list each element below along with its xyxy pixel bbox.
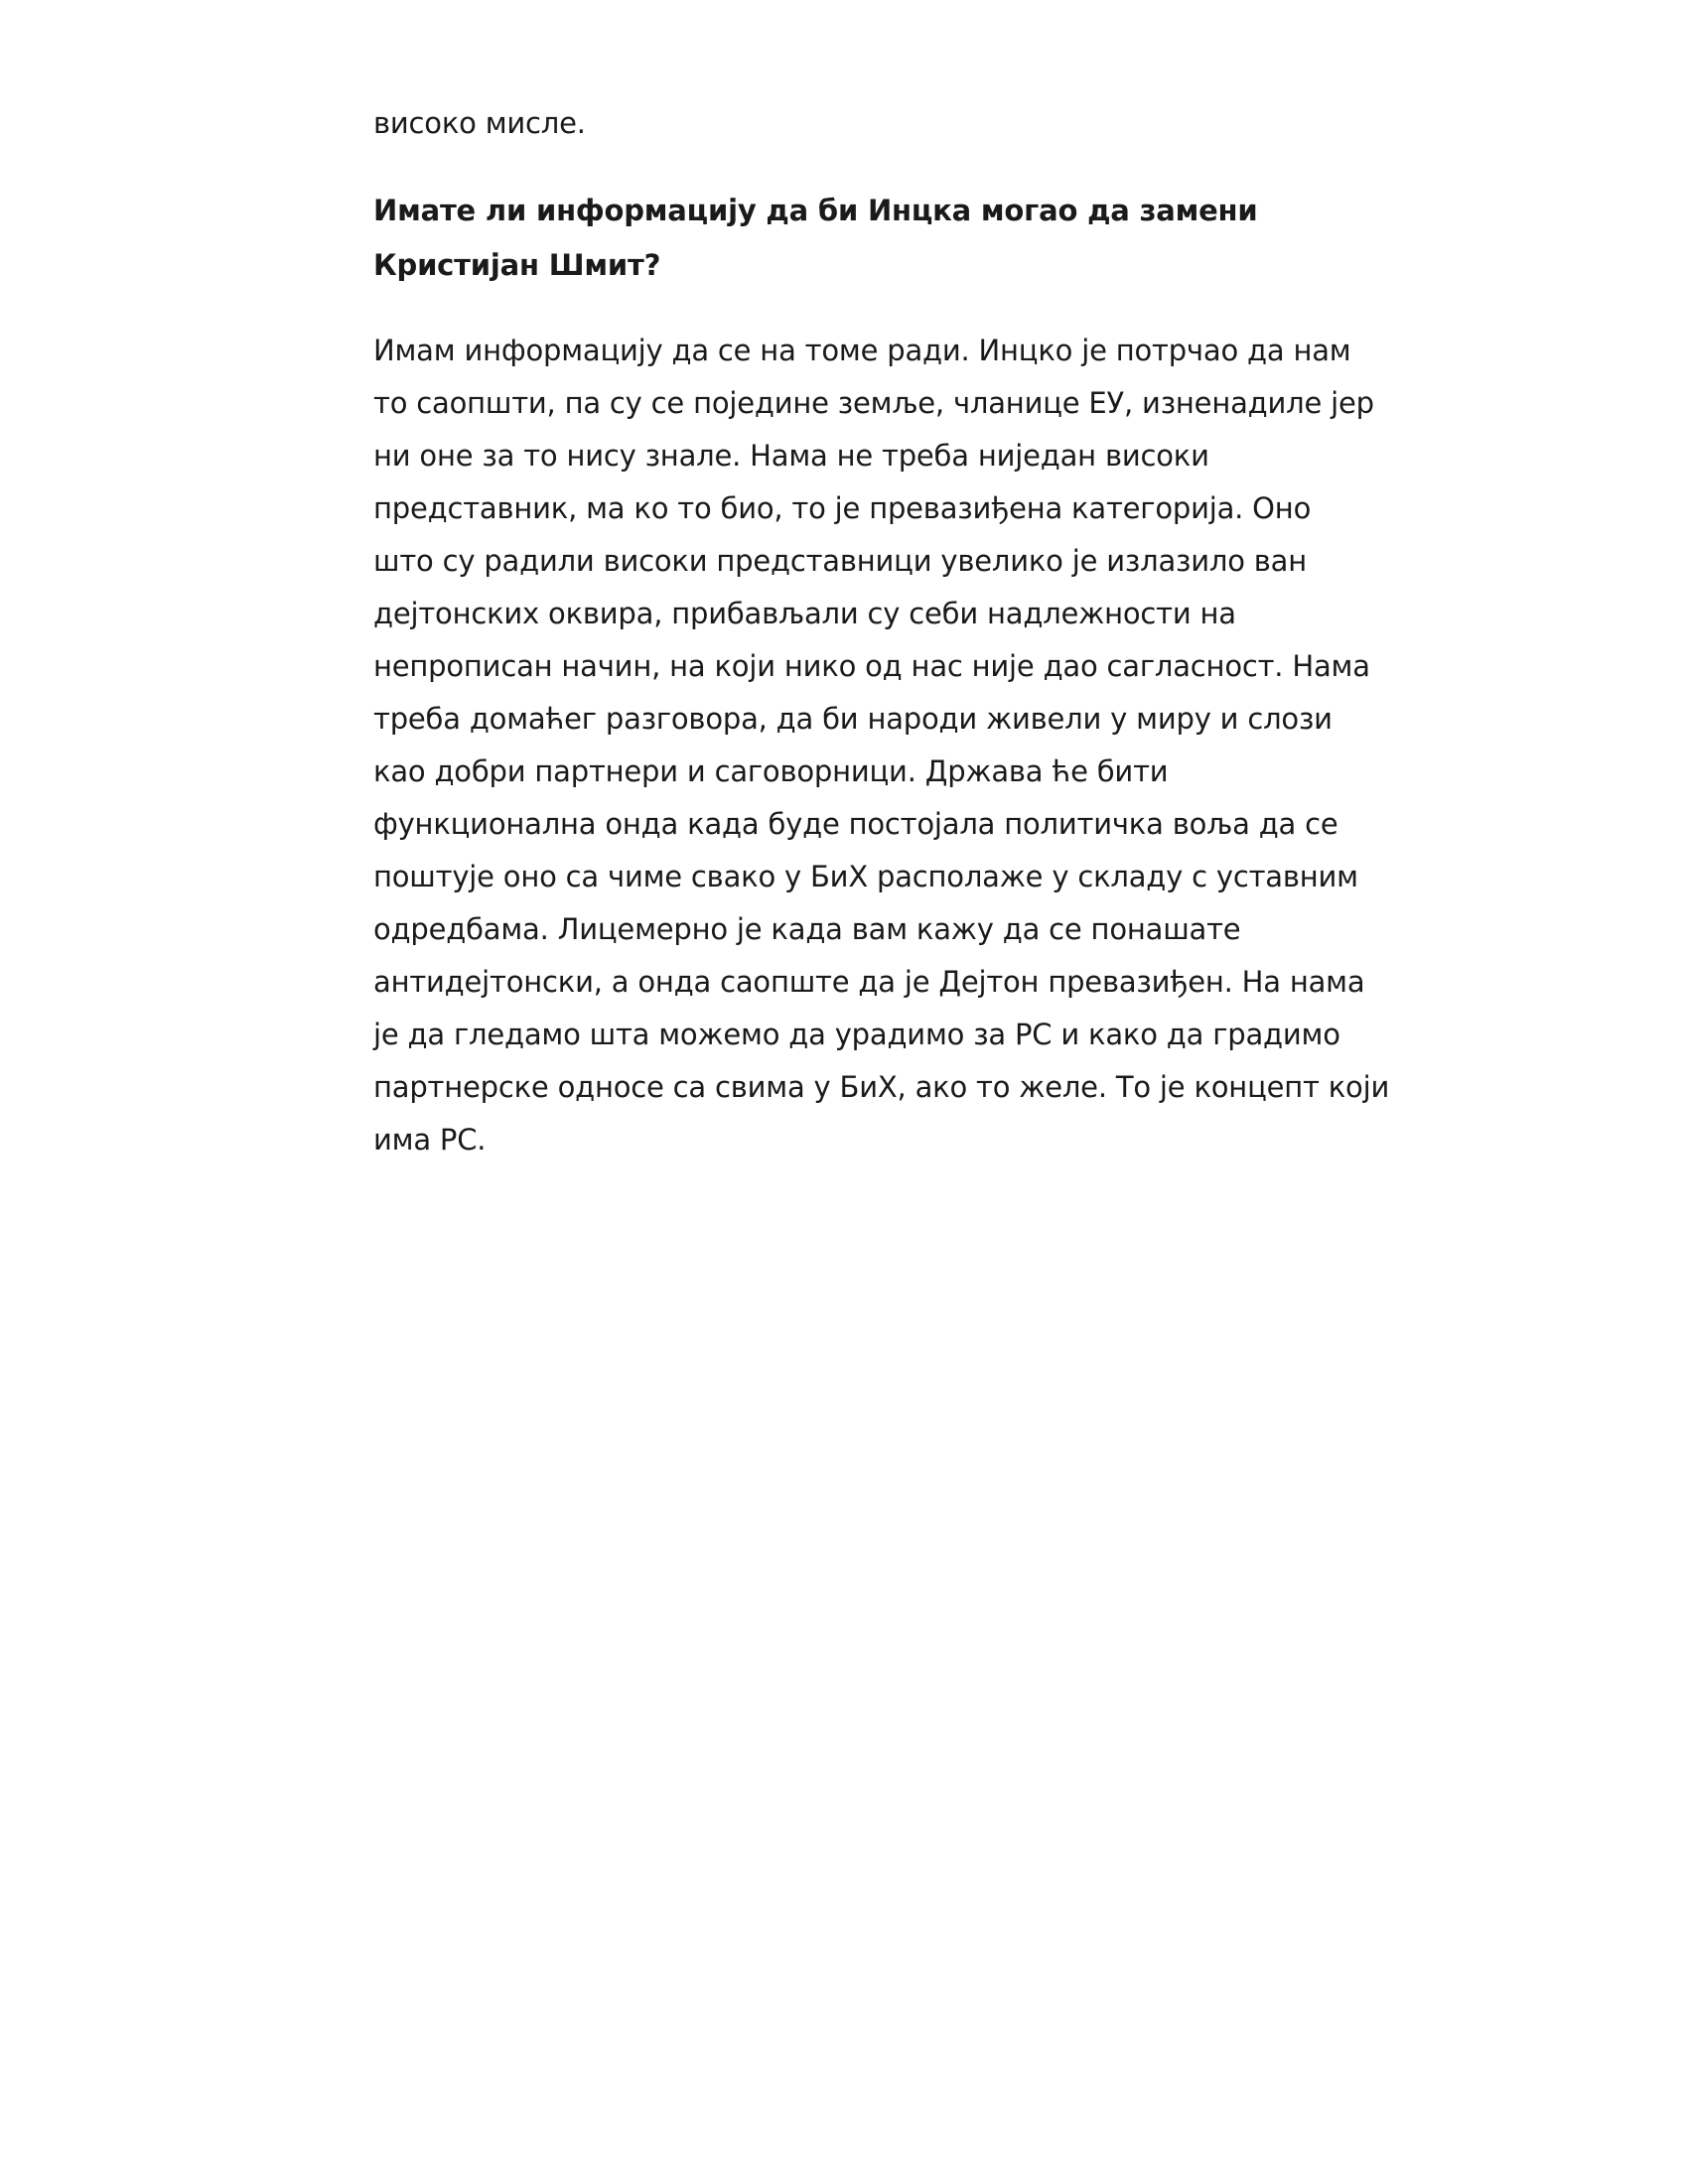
question-line: Имате ли информацију да би Инцка могао да замени [373,194,1258,227]
interview-question [373,184,1327,293]
answer-line: Имам информацију да се на томе ради. Инцко је потрчао да нам [373,334,1351,367]
lead-text: високо мисле. [373,106,586,140]
answer-line: антидејтонски, а онда саопште да је Дејтон превазиђен. На нама [373,965,1365,999]
answer-line: што су радили високи представници увелико је излазило ван [373,544,1308,578]
spacer [373,150,1327,184]
answer-line: поштује оно са чиме свако у БиХ располаже у складу с уставним [373,860,1358,893]
answer-line: партнерске односе са свима у БиХ, ако то желе. То је концепт који [373,1070,1390,1104]
answer-line: ни оне за то нису знале. Нама не треба ниједан високи [373,439,1209,473]
answer-line: има РС. [373,1123,487,1157]
answer-line: дејтонских оквира, прибављали су себи надлежности на [373,597,1236,630]
answer-line: представник, ма ко то био, то је превазиђена категорија. Оно [373,491,1312,525]
answer-line: је да гледамо шта можемо да урадимо за РС и како да градимо [373,1018,1340,1051]
answer-line: функционална онда када буде постојала политичка воља да се [373,807,1338,841]
interview-answer [373,325,1390,1166]
document-page [373,97,1390,1166]
question-line: Кристијан Шмит? [373,248,661,282]
answer-line: непрописан начин, на који нико од нас није дао сагласност. Нама [373,649,1370,683]
answer-line: то саопшти, па су се поједине земље, чланице ЕУ, изненадиле јер [373,386,1374,420]
spacer [373,293,1327,325]
answer-line: одредбама. Лицемерно је када вам кажу да се понашате [373,912,1241,946]
answer-line: као добри партнери и саговорници. Држава ће бити [373,754,1169,788]
answer-line: треба домаћег разговора, да би народи живели у миру и слози [373,702,1333,736]
